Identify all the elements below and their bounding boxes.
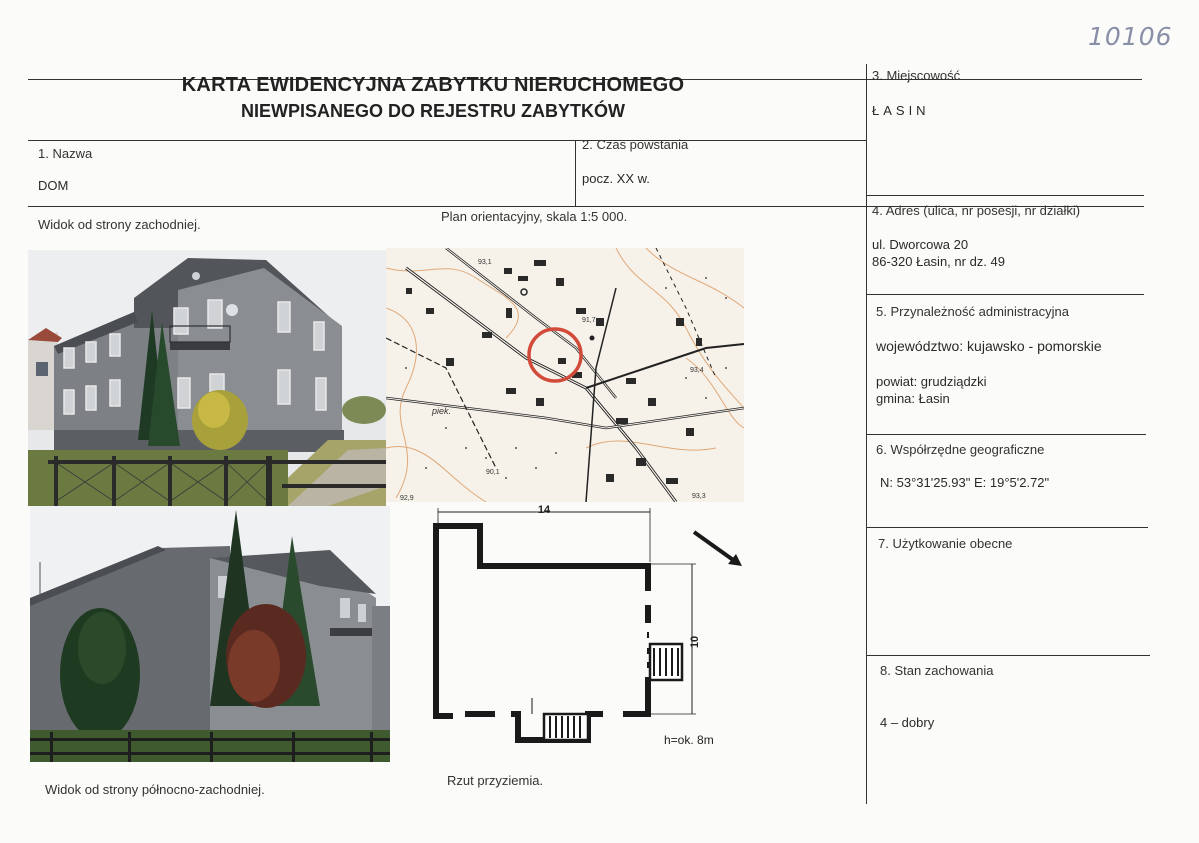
field-name-label: 1. Nazwa <box>38 146 93 161</box>
plan-height-label: h=ok. 8m <box>664 733 714 747</box>
field-county: powiat: grudziądzki <box>876 374 987 389</box>
field-voivodeship <box>876 338 1102 354</box>
section5-top <box>866 294 1144 295</box>
orientation-map-drawing <box>386 248 744 502</box>
photo-northwest-view <box>30 506 390 762</box>
name-date-divider <box>575 140 576 206</box>
floor-plan-drawing <box>392 502 758 772</box>
field-date-value: pocz. XX w. <box>582 171 650 186</box>
commune-value: Łasin <box>918 391 950 406</box>
plan-width-label: 14 <box>537 504 551 516</box>
section6-top <box>866 434 1146 435</box>
field-locality-value: ŁASIN <box>872 103 930 118</box>
caption-plan-map: Plan orientacyjny, skala 1:5 000. <box>441 209 628 224</box>
field-coords-value: N: 53°31'25.93" E: 19°5'2.72" <box>880 475 1050 490</box>
field-address-line2: 86-320 Łasin, nr dz. 49 <box>872 254 1005 269</box>
voivodeship-value: kujawsko - pomorskie <box>967 338 1102 354</box>
caption-view-northwest: Widok od strony północno-zachodniej. <box>45 782 265 797</box>
title-bottom-border <box>28 140 866 141</box>
field-condition-label: 8. Stan zachowania <box>880 663 994 678</box>
orientation-map <box>386 248 744 502</box>
section7-top <box>866 527 1148 528</box>
map-label-g: 93,3 <box>692 493 706 500</box>
map-label-d: piek. <box>432 406 452 416</box>
card-title: KARTA EWIDENCYJNA ZABYTKU NIERUCHOMEGO <box>181 74 685 96</box>
field-locality-label: 3. Miejscowość <box>872 68 961 83</box>
field-commune <box>876 391 950 406</box>
handwritten-number: 10106 <box>1088 22 1173 51</box>
caption-floor-plan: Rzut przyziemia. <box>447 773 544 788</box>
floor-plan <box>392 502 758 772</box>
map-label-e: 90,1 <box>486 469 500 476</box>
photo-west-view <box>28 250 386 506</box>
map-label-b: 91,7 <box>582 317 596 324</box>
caption-view-west: Widok od strony zachodniej. <box>38 217 201 232</box>
plan-depth-label: 10 <box>689 635 701 649</box>
card-subtitle: NIEWPISANEGO DO REJESTRU ZABYTKÓW <box>240 101 626 121</box>
field-date-label: 2. Czas powstania <box>582 137 689 152</box>
field-address-line1: ul. Dworcowa 20 <box>872 237 969 252</box>
field-usage-label: 7. Użytkowanie obecne <box>878 536 1013 551</box>
map-label-a: 93,1 <box>478 259 492 266</box>
field-coords-label: 6. Współrzędne geograficzne <box>876 442 1045 457</box>
map-label-c: 93,4 <box>690 367 704 374</box>
field-address-label: 4. Adres (ulica, nr posesji, nr działki) <box>872 203 1081 218</box>
field-admin-label: 5. Przynależność administracyjna <box>876 304 1069 319</box>
voivodeship-label: województwo: <box>876 338 964 354</box>
section4-top <box>866 195 1144 196</box>
photo-northwest-view-illustration <box>30 506 390 762</box>
map-label-f: 92,9 <box>400 495 414 502</box>
photo-west-view-illustration <box>28 250 386 506</box>
commune-label: gmina: <box>876 391 916 406</box>
section8-top <box>866 655 1150 656</box>
field-condition-value: 4 – dobry <box>880 715 935 730</box>
field-name-value: DOM <box>38 178 69 193</box>
